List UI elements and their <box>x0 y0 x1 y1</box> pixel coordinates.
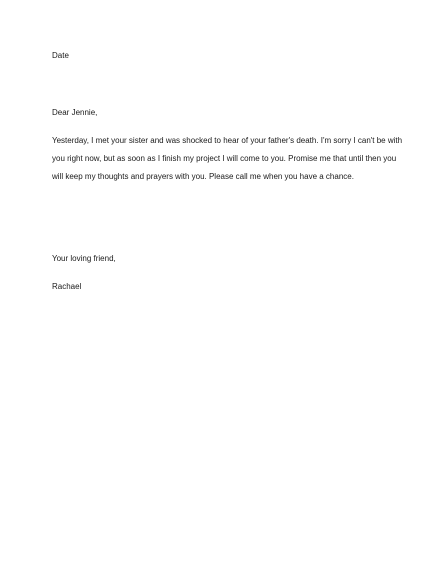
letter-body <box>52 136 403 190</box>
body-line: Yesterday, I met your sister and was shocked to hear of your father's death. I'm sorry I can't be with <box>52 136 403 145</box>
closing: Your loving friend, <box>52 254 116 263</box>
body-line: will keep my thoughts and prayers with you. Please call me when you have a chance. <box>52 172 354 181</box>
date-label: Date <box>52 51 69 60</box>
body-line: you right now, but as soon as I finish my project I will come to you. Promise me that until then you <box>52 154 397 163</box>
signature: Rachael <box>52 282 82 291</box>
salutation: Dear Jennie, <box>52 108 98 117</box>
